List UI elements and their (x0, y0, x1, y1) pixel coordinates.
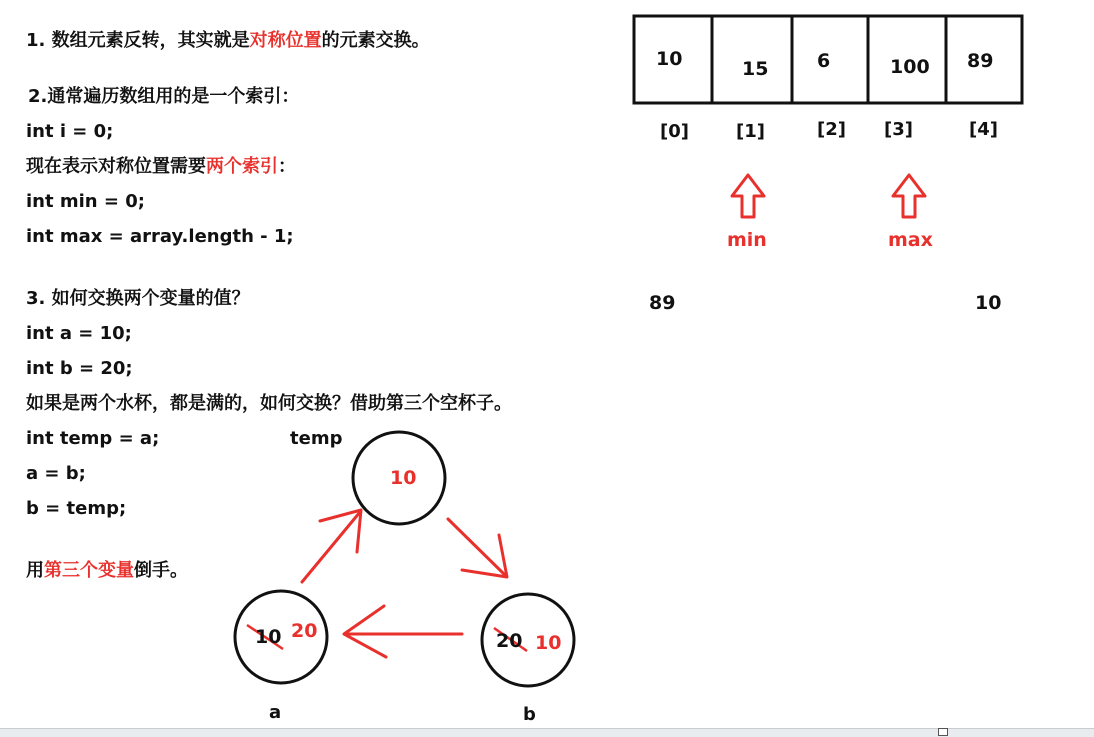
a-label: a (269, 702, 282, 723)
array-cell-0-value: 10 (656, 48, 683, 70)
array-index-2: [2] (817, 119, 846, 140)
swapped-right-value: 10 (975, 292, 1002, 314)
note-line-14-highlight: 第三个变量 (44, 560, 134, 581)
array-cell-4-value: 89 (967, 50, 994, 72)
note-line-1-suffix: 的元素交换。 (321, 30, 430, 51)
note-line-3: int i = 0; (26, 121, 114, 142)
min-pointer-arrow-icon (732, 175, 764, 217)
temp-label: temp (290, 428, 343, 449)
array-index-0: [0] (660, 121, 689, 142)
note-line-1-prefix: 1. 数组元素反转，其实就是 (26, 30, 250, 51)
note-line-7: 3. 如何交换两个变量的值？ (26, 288, 250, 309)
array-index-3: [3] (884, 119, 913, 140)
a-new-value: 20 (291, 620, 318, 642)
array-cell-1-value: 15 (742, 58, 769, 80)
note-line-11: int temp = a; (26, 428, 160, 449)
b-new-value: 10 (535, 632, 562, 654)
note-line-9: int b = 20; (26, 358, 133, 379)
a-old-value: 10 (255, 626, 282, 648)
note-line-14-prefix: 用 (26, 560, 44, 581)
b-old-value: 20 (496, 630, 523, 652)
note-line-4-highlight: 两个索引 (206, 156, 278, 177)
arrow-temp-to-b-icon (448, 519, 507, 577)
note-line-12: a = b; (26, 463, 86, 484)
array-cell-3-value: 100 (890, 56, 930, 78)
note-line-1-highlight: 对称位置 (249, 30, 322, 51)
note-line-14-suffix: 倒手。 (134, 560, 188, 581)
swapped-left-value: 89 (649, 292, 676, 314)
note-line-6: int max = array.length - 1; (26, 226, 294, 247)
note-line-10: 如果是两个水杯，都是满的，如何交换？借助第三个空杯子。 (26, 393, 512, 414)
note-line-13: b = temp; (26, 498, 127, 519)
max-pointer-label: max (888, 229, 933, 251)
note-line-5: int min = 0; (26, 191, 145, 212)
array-index-1: [1] (736, 121, 765, 142)
note-line-8: int a = 10; (26, 323, 132, 344)
arrow-a-to-temp-icon (302, 510, 361, 582)
arrow-b-to-a-icon (344, 606, 462, 657)
scrollbar-handle[interactable] (938, 728, 948, 736)
note-line-4-prefix: 现在表示对称位置需要 (26, 156, 206, 177)
max-pointer-arrow-icon (893, 175, 925, 217)
temp-value: 10 (390, 467, 417, 489)
note-line-4-suffix: ： (278, 156, 296, 177)
array-cell-2-value: 6 (817, 50, 831, 72)
array-index-4: [4] (969, 119, 998, 140)
note-line-2: 2.通常遍历数组用的是一个索引： (28, 86, 300, 107)
b-label: b (523, 704, 536, 725)
min-pointer-label: min (727, 229, 767, 251)
